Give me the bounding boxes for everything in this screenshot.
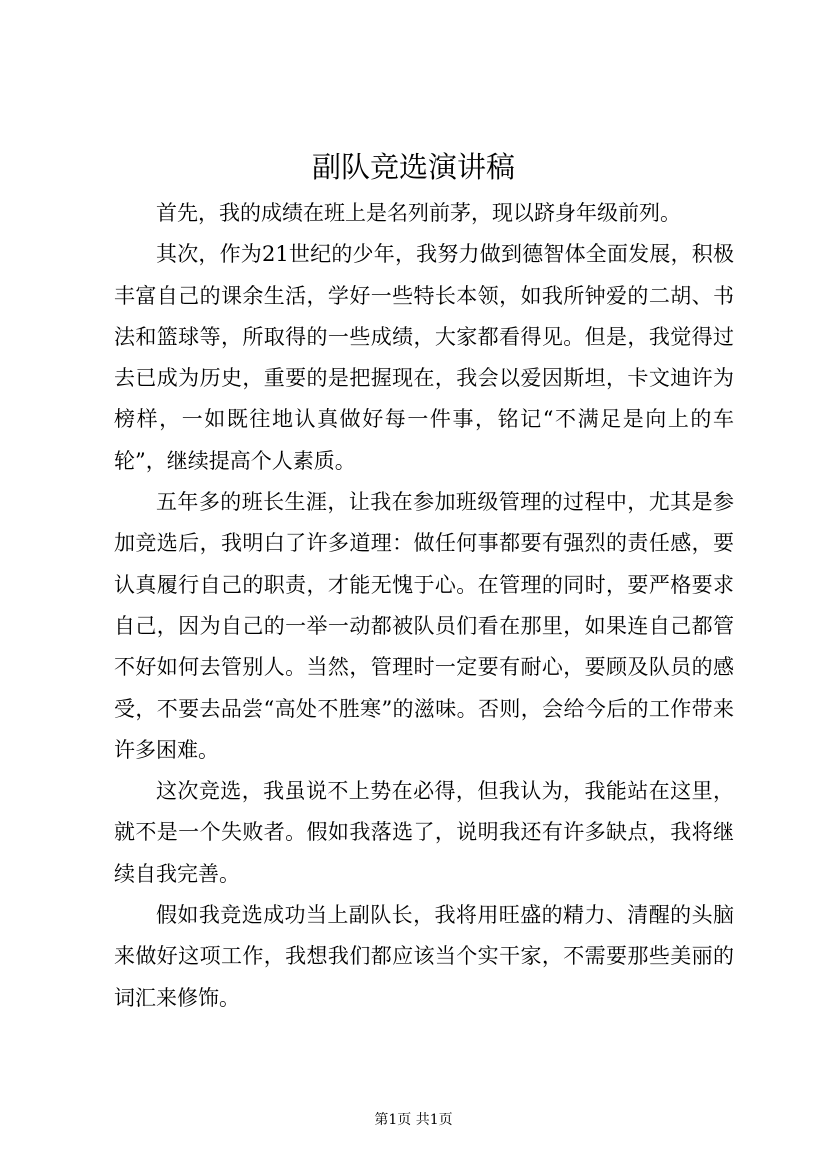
paragraph-3: 五年多的班长生涯，让我在参加班级管理的过程中，尤其是参加竞选后，我明白了许多道理：做任何事都要有强烈的责任感，要认真履行自己的职责，才能无愧于心。在管理的同时，要严格要求自己，因为自己的一举一动都被队员们看在那里，如果连自己都管不好如何去管别人。当然，管理时一定要有耐心，要顾及队员的感受，不要去品尝“高处不胜寒”的滋味。否则，会给今后的工作带来许多困难。: [114, 490, 734, 762]
paragraph-1: 首先，我的成绩在班上是名列前茅，现以跻身年级前列。: [156, 201, 681, 225]
paragraph-4: 这次竞选，我虽说不上势在必得，但我认为，我能站在这里，就不是一个失败者。假如我落选了，说明我还有许多缺点，我将继续自我完善。: [114, 779, 734, 886]
paragraph-5: 假如我竞选成功当上副队长，我将用旺盛的精力、清醒的头脑来做好这项工作，我想我们都应该当个实干家，不需要那些美丽的词汇来修饰。: [114, 903, 734, 1010]
document-body: [114, 193, 734, 1019]
page-number-footer: 第1页 共1页: [374, 1112, 453, 1128]
document-title: 副队竞选演讲稿: [311, 150, 515, 184]
paragraph-2: 其次，作为21世纪的少年，我努力做到德智体全面发展，积极丰富自己的课余生活，学好一些特长本领，如我所钟爱的二胡、书法和篮球等，所取得的一些成绩，大家都看得见。但是，我觉得过去已成为历史，重要的是把握现在，我会以爱因斯坦，卡文迪许为榜样，一如既往地认真做好每一件事，铭记“不满足是向上的车轮”，继续提高个人素质。: [114, 242, 734, 473]
